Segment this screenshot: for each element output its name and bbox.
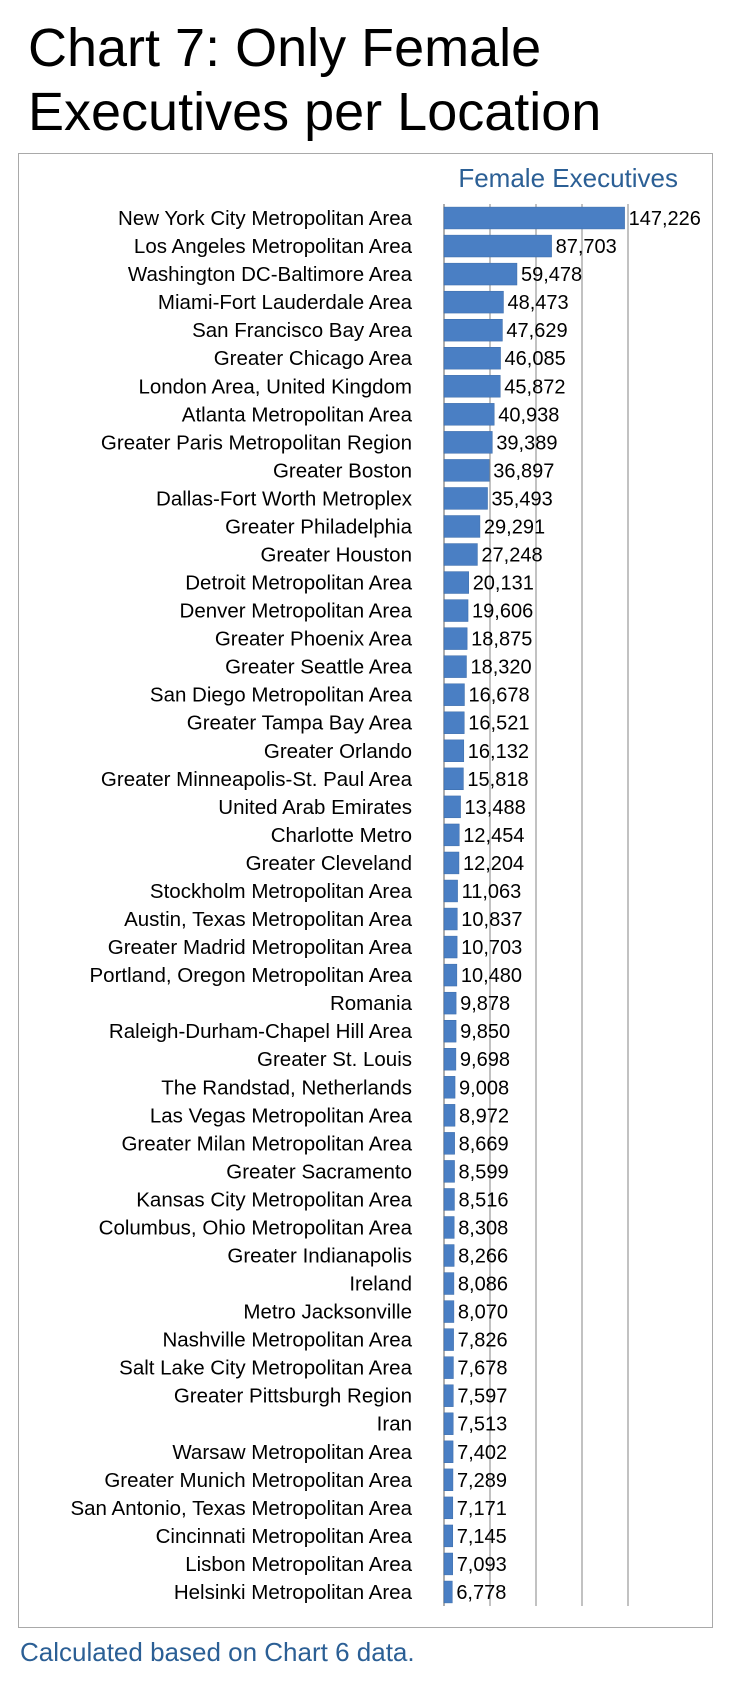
category-label: Denver Metropolitan Area (179, 599, 412, 623)
value-label: 48,473 (507, 292, 569, 315)
value-label: 45,872 (504, 376, 566, 399)
bar (444, 375, 500, 397)
value-label: 8,266 (458, 1245, 509, 1268)
category-label: Charlotte Metro (270, 823, 412, 847)
bar (444, 908, 457, 930)
category-label: Greater Houston (260, 543, 412, 567)
category-label: Ireland (349, 1272, 412, 1296)
value-label: 59,478 (520, 264, 583, 287)
category-label: Salt Lake City Metropolitan Area (119, 1356, 412, 1380)
bar (444, 712, 464, 734)
category-label: Greater Indianapolis (227, 1244, 412, 1268)
bar (444, 291, 503, 313)
bar (444, 1048, 456, 1070)
category-label: San Diego Metropolitan Area (149, 683, 412, 707)
value-label: 10,480 (460, 965, 523, 988)
value-label: 7,513 (457, 1413, 508, 1436)
value-label: 16,678 (468, 684, 530, 707)
value-label: 8,070 (457, 1301, 508, 1324)
category-label: Greater Philadelphia (225, 515, 412, 539)
value-label: 12,454 (463, 824, 525, 847)
bar (444, 656, 466, 678)
bar (444, 403, 494, 425)
value-label: 8,308 (458, 1217, 509, 1240)
category-label: Greater Paris Metropolitan Region (100, 431, 412, 455)
bar (444, 1020, 456, 1042)
bar (444, 263, 517, 285)
category-label: London Area, United Kingdom (138, 375, 412, 399)
value-label: 10,837 (461, 909, 523, 932)
bar (444, 824, 459, 846)
value-label: 8,972 (459, 1105, 510, 1128)
category-label: Helsinki Metropolitan Area (173, 1580, 412, 1604)
value-label: 18,320 (470, 656, 532, 679)
value-label: 147,226 (628, 208, 701, 231)
value-label: 29,291 (483, 516, 546, 539)
category-labels (70, 207, 412, 1604)
bar (444, 516, 480, 538)
bar (444, 1385, 453, 1407)
value-label: 46,085 (504, 348, 566, 371)
value-label: 13,488 (464, 796, 526, 819)
category-label: Greater Pittsburgh Region (173, 1384, 412, 1408)
category-label: Raleigh-Durham-Chapel Hill Area (108, 1020, 412, 1044)
value-label: 35,493 (491, 488, 553, 511)
bar (444, 1132, 455, 1154)
category-label: Metro Jacksonville (243, 1300, 412, 1324)
bar (444, 1217, 454, 1239)
value-label: 15,818 (467, 768, 529, 791)
value-label: 27,248 (481, 544, 543, 567)
bar (444, 487, 488, 509)
category-label: Greater Cleveland (245, 851, 412, 875)
bar (444, 1525, 453, 1547)
value-label: 16,132 (467, 740, 529, 763)
value-label: 7,597 (457, 1385, 508, 1408)
value-label: 16,521 (468, 712, 530, 735)
value-label: 8,516 (458, 1189, 509, 1212)
value-label: 87,703 (555, 236, 617, 259)
bar (444, 1497, 453, 1519)
category-label: Warsaw Metropolitan Area (172, 1440, 412, 1464)
category-label: San Francisco Bay Area (192, 319, 412, 343)
value-label: 12,204 (462, 852, 525, 875)
value-label: 20,131 (472, 572, 534, 595)
category-label: The Randstad, Netherlands (161, 1076, 412, 1100)
category-label: Greater Seattle Area (225, 655, 412, 679)
category-label: Portland, Oregon Metropolitan Area (89, 964, 412, 988)
value-label: 8,669 (458, 1133, 509, 1156)
value-label: 11,063 (461, 880, 522, 903)
value-label: 7,093 (456, 1553, 507, 1576)
value-label: 40,938 (498, 404, 560, 427)
category-label: Greater Boston (272, 459, 412, 483)
value-label: 8,086 (457, 1273, 508, 1296)
category-label: Greater Minneapolis-St. Paul Area (100, 767, 412, 791)
category-label: Columbus, Ohio Metropolitan Area (98, 1216, 412, 1240)
category-label: Greater Milan Metropolitan Area (121, 1132, 412, 1156)
value-label: 7,826 (457, 1329, 508, 1352)
bar (444, 852, 459, 874)
value-label: 36,897 (493, 460, 555, 483)
bar (444, 1245, 454, 1267)
value-label: 7,678 (457, 1357, 508, 1380)
value-label: 39,389 (496, 432, 558, 455)
bar (444, 628, 467, 650)
value-label: 9,698 (459, 1049, 510, 1072)
bar (444, 880, 458, 902)
category-label: United Arab Emirates (218, 795, 412, 819)
chart-title: Chart 7: Only Female Executives per Location (28, 18, 602, 142)
bar (444, 431, 492, 453)
bar (444, 1160, 455, 1182)
bar (444, 600, 468, 622)
category-label: Iran (376, 1412, 412, 1436)
value-label: 9,008 (459, 1077, 510, 1100)
value-label: 7,289 (456, 1469, 508, 1492)
value-label: 7,145 (456, 1525, 507, 1548)
bar (444, 1076, 455, 1098)
category-label: New York City Metropolitan Area (118, 207, 412, 231)
bar (444, 936, 457, 958)
bar (444, 235, 552, 257)
category-label: Los Angeles Metropolitan Area (133, 235, 412, 259)
bar (444, 1329, 454, 1351)
category-label: Atlanta Metropolitan Area (181, 403, 412, 427)
bar (444, 992, 456, 1014)
bar (444, 1273, 454, 1295)
category-label: Cincinnati Metropolitan Area (155, 1524, 412, 1548)
bar (444, 459, 489, 481)
value-label: 9,850 (460, 1021, 511, 1044)
bar (444, 207, 625, 229)
bar (444, 1104, 455, 1126)
bar (444, 1581, 452, 1603)
bar (444, 684, 464, 706)
category-label: Miami-Fort Lauderdale Area (157, 291, 412, 315)
chart-caption: Calculated based on Chart 6 data. (20, 1637, 415, 1667)
bar (444, 768, 463, 790)
bar (444, 1553, 453, 1575)
category-label: Washington DC-Baltimore Area (127, 263, 412, 287)
value-label: 47,629 (506, 320, 568, 343)
category-label: Austin, Texas Metropolitan Area (124, 908, 412, 932)
bar (444, 1357, 453, 1379)
bar (444, 544, 477, 566)
category-label: Greater Madrid Metropolitan Area (107, 936, 412, 960)
value-label: 10,703 (461, 937, 523, 960)
category-label: Greater Orlando (263, 739, 412, 763)
category-label: Greater Chicago Area (213, 347, 412, 371)
bar (444, 1188, 454, 1210)
category-label: Greater St. Louis (257, 1048, 412, 1072)
bar (444, 796, 461, 818)
bar (444, 1441, 453, 1463)
bar (444, 347, 501, 369)
category-label: Greater Tampa Bay Area (186, 711, 412, 735)
category-label: Lisbon Metropolitan Area (185, 1552, 412, 1576)
category-label: Greater Phoenix Area (214, 627, 412, 651)
category-label: Kansas City Metropolitan Area (136, 1188, 412, 1212)
value-label: 6,778 (456, 1581, 507, 1604)
value-label: 9,878 (460, 993, 511, 1016)
bar (444, 964, 457, 986)
category-label: Greater Munich Metropolitan Area (104, 1468, 412, 1492)
value-label: 18,875 (471, 628, 533, 651)
bar (444, 572, 469, 594)
bar (444, 740, 464, 762)
bar (444, 1469, 453, 1491)
category-label: Nashville Metropolitan Area (162, 1328, 412, 1352)
category-label: San Antonio, Texas Metropolitan Area (70, 1496, 412, 1520)
category-label: Romania (329, 992, 412, 1016)
value-label: 7,402 (457, 1441, 508, 1464)
value-label: 7,171 (456, 1497, 507, 1520)
category-label: Dallas-Fort Worth Metroplex (156, 487, 412, 511)
category-label: Las Vegas Metropolitan Area (149, 1104, 412, 1128)
value-label: 8,599 (458, 1161, 509, 1184)
bar (444, 1413, 453, 1435)
legend-label: Female Executives (458, 163, 678, 193)
value-label: 19,606 (472, 600, 534, 623)
category-label: Stockholm Metropolitan Area (149, 879, 412, 903)
category-label: Detroit Metropolitan Area (185, 571, 412, 595)
category-label: Greater Sacramento (226, 1160, 412, 1184)
bar (444, 319, 502, 341)
bar (444, 1301, 454, 1323)
